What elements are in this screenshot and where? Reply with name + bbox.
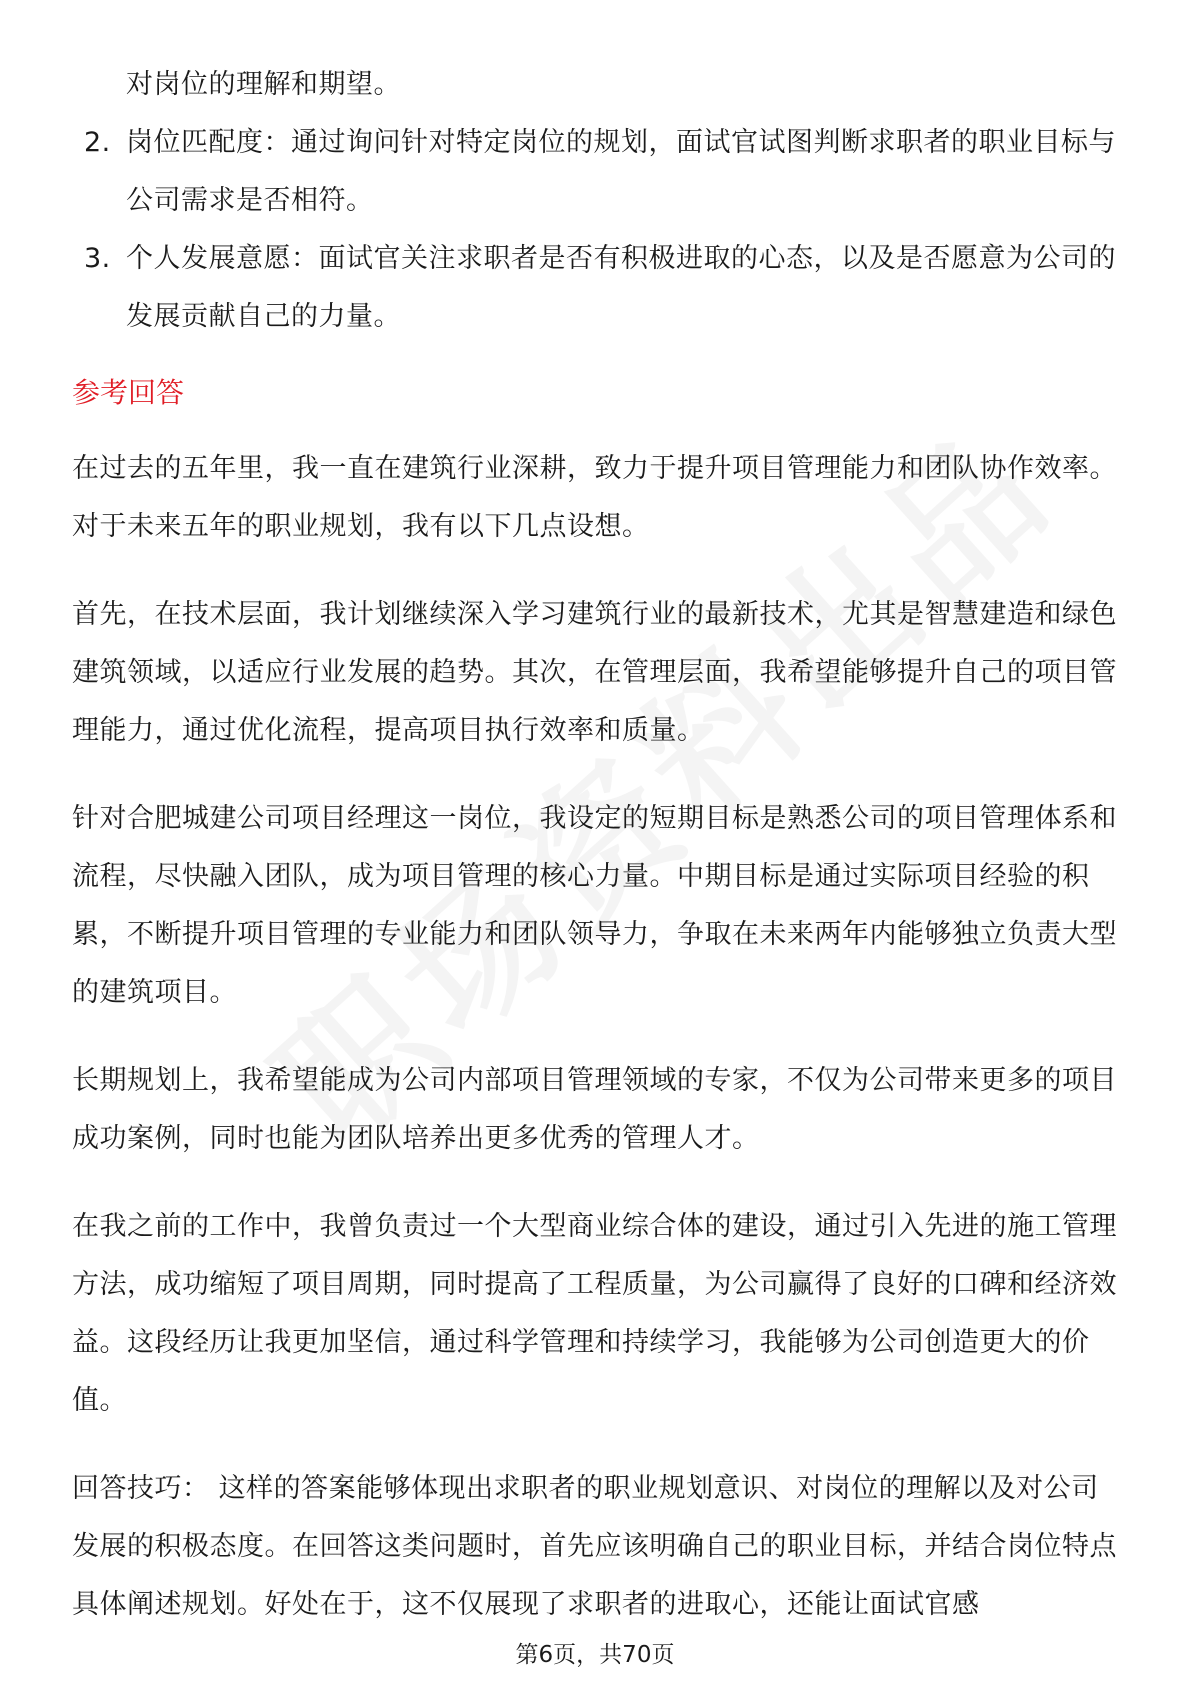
paragraph: 首先，在技术层面，我计划继续深入学习建筑行业的最新技术，尤其是智慧建造和绿色建筑领域，以适应行业发展的趋势。其次，在管理层面，我希望能够提升自己的项目管理能力，通过优化流程，提高项目执行效率和质量。 — [72, 599, 1117, 746]
list-item-text: 个人发展意愿：面试官关注求职者是否有积极进取的心态，以及是否愿意为公司的发展贡献自己的力量。 — [126, 243, 1116, 332]
paragraph: 针对合肥城建公司项目经理这一岗位，我设定的短期目标是熟悉公司的项目管理体系和流程，尽快融入团队，成为项目管理的核心力量。中期目标是通过实际项目经验的积累，不断提升项目管理的专业能力和团队领导力，争取在未来两年内能够独立负责大型的建筑项目。 — [72, 803, 1117, 1008]
page-number-footer: 第6页，共70页 — [515, 1642, 675, 1668]
intro-continuation: 对岗位的理解和期望。 — [126, 69, 401, 100]
list-item-text: 岗位匹配度：通过询问针对特定岗位的规划，面试官试图判断求职者的职业目标与公司需求是否相符。 — [126, 127, 1116, 216]
list-item-number: 2. — [84, 127, 111, 158]
paragraph: 在过去的五年里，我一直在建筑行业深耕，致力于提升项目管理能力和团队协作效率。对于未来五年的职业规划，我有以下几点设想。 — [72, 453, 1117, 542]
criteria-list — [72, 114, 1122, 346]
list-item-number: 3. — [84, 243, 111, 274]
list-item — [72, 230, 1122, 346]
paragraph: 在我之前的工作中，我曾负责过一个大型商业综合体的建设，通过引入先进的施工管理方法，成功缩短了项目周期，同时提高了工程质量，为公司赢得了良好的口碑和经济效益。这段经历让我更加坚信，通过科学管理和持续学习，我能够为公司创造更大的价值。 — [72, 1211, 1117, 1416]
paragraph: 长期规划上，我希望能成为公司内部项目管理领域的专家，不仅为公司带来更多的项目成功案例，同时也能为团队培养出更多优秀的管理人才。 — [72, 1065, 1117, 1154]
answer-tips-paragraph: 回答技巧： 这样的答案能够体现出求职者的职业规划意识、对岗位的理解以及对公司发展的积极态度。在回答这类问题时，首先应该明确自己的职业目标，并结合岗位特点具体阐述规划。好处在于，这不仅展现了求职者的进取心，还能让面试官感 — [72, 1473, 1117, 1620]
list-item — [72, 114, 1122, 230]
page-content — [72, 56, 1122, 1664]
answer-heading: 参考回答 — [72, 376, 185, 409]
